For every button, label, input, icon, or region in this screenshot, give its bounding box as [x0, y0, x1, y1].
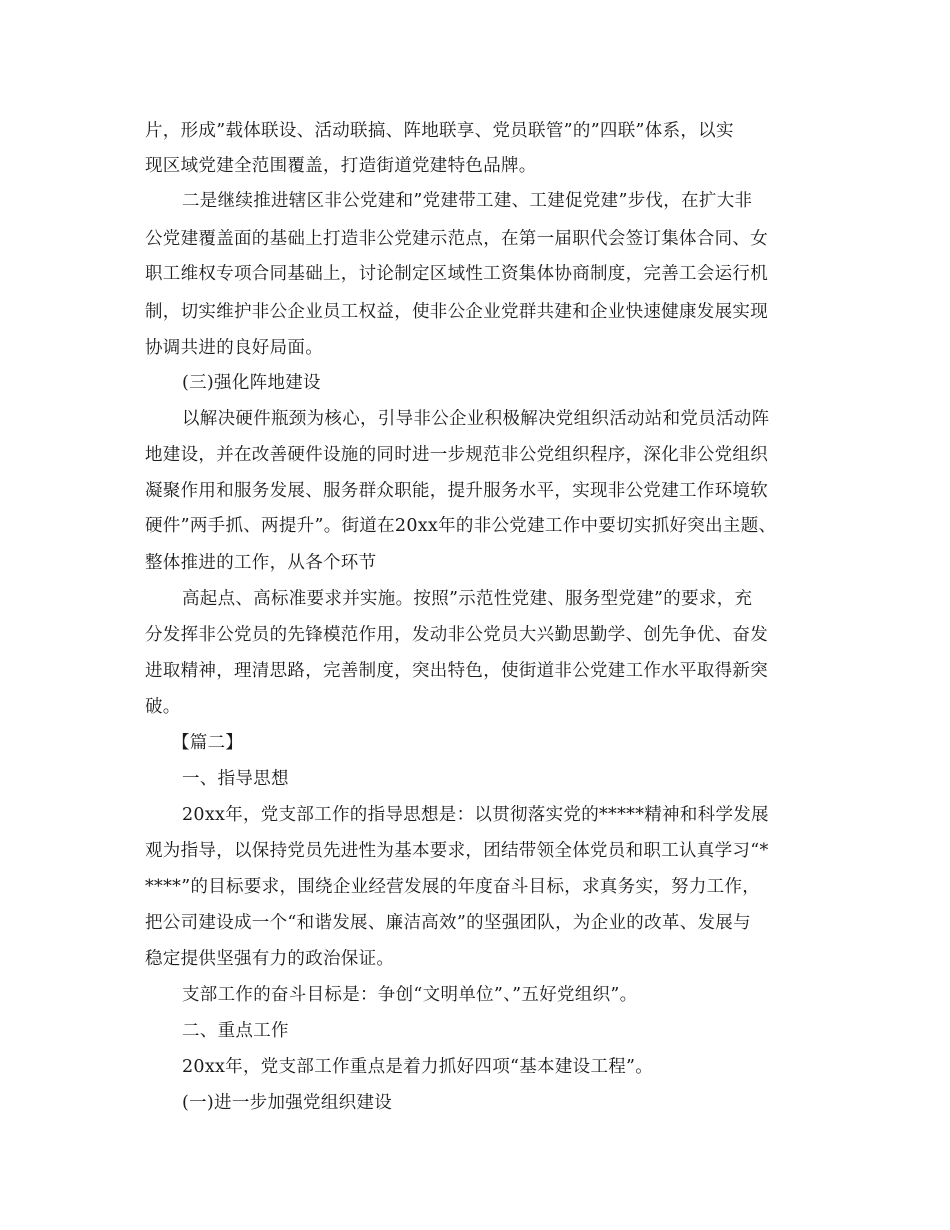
text-line: 制，切实维护非公企业员工权益，使非公企业党群共建和企业快速健康发展实现	[145, 302, 768, 322]
text-line: 整体推进的工作，从各个环节	[145, 553, 377, 573]
text-line: 20xx年，党支部工作的指导思想是：以贯彻落实党的*****精神和科学发展	[182, 805, 769, 825]
text-line: 凝聚作用和服务发展、服务群众职能，提升服务水平，实现非公党建工作环境软	[145, 481, 768, 501]
text-line: ****”的目标要求，围绕企业经营发展的年度奋斗目标，求真务实，努力工作，	[145, 877, 761, 897]
text-line: 稳定提供坚强有力的政治保证。	[145, 949, 395, 969]
section-heading: 二、重点工作	[182, 1021, 289, 1041]
text-line: 把公司建设成一个“和谐发展、廉洁高效”的坚强团队，为企业的改革、发展与	[145, 913, 751, 933]
section-heading: 【篇二】	[172, 733, 244, 753]
text-line: 协调共进的良好局面。	[145, 338, 323, 358]
text-line: 观为指导，以保持党员先进性为基本要求，团结带领全体党员和职工认真学习“*	[145, 841, 769, 861]
text-line: 职工维权专项合同基础上，讨论制定区域性工资集体协商制度，完善工会运行机	[145, 264, 768, 284]
text-line: 现区域党建全范围覆盖，打造街道党建特色品牌。	[145, 156, 537, 176]
text-line: 支部工作的奋斗目标是：争创“文明单位”、”五好党组织”。	[182, 985, 638, 1005]
text-line: 破。	[145, 697, 181, 717]
text-line: 地建设，并在改善硬件设施的同时进一步规范非公党组织程序，深化非公党组织	[145, 445, 768, 465]
text-line: 硬件”两手抓、两提升”。街道在20xx年的非公党建工作中要切实抓好突出主题、	[145, 516, 777, 536]
section-heading: (一)进一步加强党组织建设	[182, 1093, 393, 1113]
section-heading: 一、指导思想	[182, 769, 289, 789]
section-heading: (三)强化阵地建设	[182, 373, 321, 393]
text-line: 高起点、高标准要求并实施。按照”示范性党建、服务型党建”的要求，充	[182, 589, 753, 609]
text-line: 分发挥非公党员的先锋模范作用，发动非公党员大兴勤思勤学、创先争优、奋发	[145, 625, 768, 645]
text-line: 20xx年，党支部工作重点是着力抓好四项“基本建设工程”。	[182, 1057, 654, 1077]
text-line: 进取精神，理清思路，完善制度，突出特色，使街道非公党建工作水平取得新突	[145, 661, 768, 681]
text-line: 片，形成”载体联设、活动联搞、阵地联享、党员联管”的”四联”体系，以实	[145, 121, 734, 141]
text-line: 公党建覆盖面的基础上打造非公党建示范点，在第一届职代会签订集体合同、女	[145, 229, 768, 249]
text-line: 二是继续推进辖区非公党建和”党建带工建、工建促党建”步伐，在扩大非	[182, 191, 753, 211]
text-line: 以解决硬件瓶颈为核心，引导非公企业积极解决党组织活动站和党员活动阵	[182, 409, 770, 429]
